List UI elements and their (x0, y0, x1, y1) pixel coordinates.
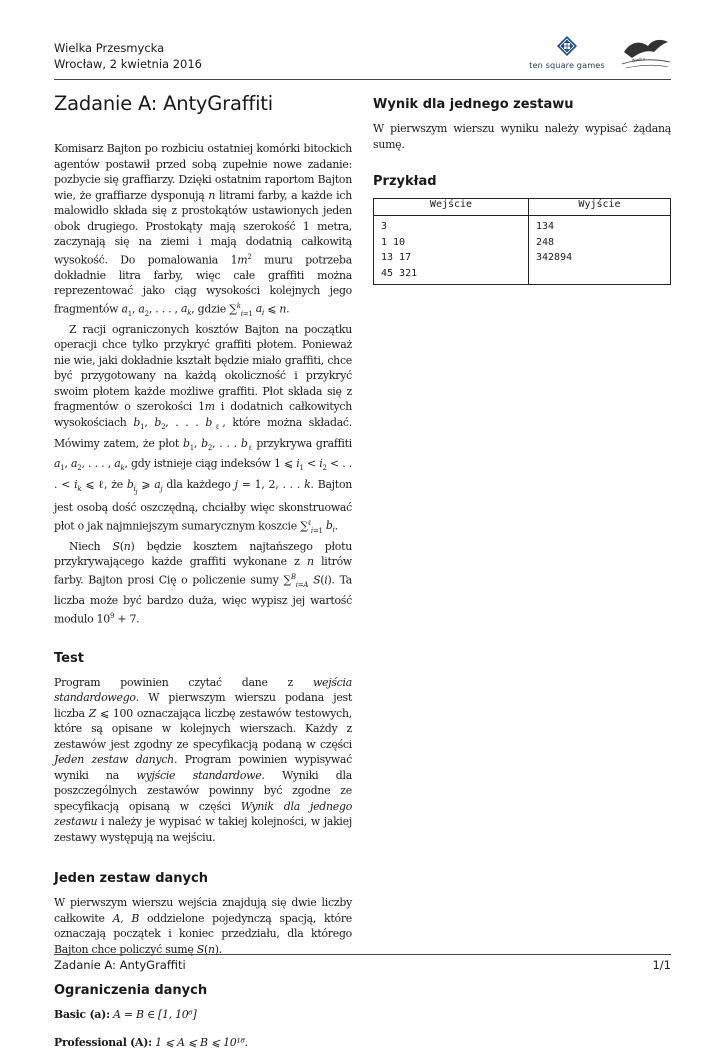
example-input-line: 3 (381, 221, 388, 232)
example-output-line: 134 (536, 221, 555, 232)
limit-basic (54, 1007, 352, 1023)
test-body: Program powinien czytać dane z wejścia standardowego. W pierwszym wierszu podana jest liczba Z ⩽ 100 oznaczająca liczbę zestawów testowych, które są opisane w kolejnych wierszach. Każdy z zestawów jest zgodny ze specyfikacją podaną w części Jeden zestaw danych. Program powinien wypisywać wyniki na wyjście standardowe. Wyniki dla poszczególnych zestawów powinny być zgodne ze specyfikacją opisaną w części Wynik dla jednego zestawu i należy je wypisać w takiej kolejności, w jakiej zestawy występują na wejściu. (54, 675, 353, 844)
ten-square-games-logo (528, 34, 606, 74)
task-title: Zadanie A: AntyGraffiti (54, 92, 273, 115)
example-heading: Przykład (373, 174, 437, 189)
example-input-cell (374, 216, 529, 285)
example-output-header: Wyjście (529, 199, 671, 216)
example-output-line: 248 (536, 236, 555, 248)
example-input-line: 45 321 (381, 267, 418, 279)
limits-heading: Ograniczenia danych (54, 983, 208, 999)
limit-professional-label: Professional (A): (54, 1035, 152, 1049)
example-output-line: 342894 (536, 252, 573, 263)
wielka-przesmycka-logo (618, 34, 672, 70)
input-heading: Jeden zestaw danych (54, 871, 208, 887)
document-header (54, 40, 202, 72)
header-rule (54, 79, 671, 80)
example-output-cell (529, 216, 671, 285)
bird-icon (618, 34, 672, 70)
left-column (54, 92, 352, 1062)
footer-task-name: Zadanie A: AntyGraffiti (54, 958, 186, 972)
organizer-name: Wielka Przesmycka (54, 41, 165, 55)
ten-square-games-label: ten square games (529, 60, 605, 70)
right-column (373, 97, 671, 285)
example-table (373, 198, 671, 285)
test-heading: Test (54, 650, 84, 666)
story-paragraph-3: Niech S(n) będzie kosztem najtańszego płotu przykrywającego każde graffiti wykonane z n litrów farby. Bajton prosi Cię o policzenie sumy ∑$^B_{i=A}$ S(i). Ta liczba może być bardzo duża, więc wypisz jej wartość modulo $10^9 + 7$. (54, 539, 352, 626)
limit-basic-label: Basic (a): (54, 1008, 110, 1022)
limits-list (54, 1007, 352, 1050)
limit-professional-value: 1 ⩽ A ⩽ B ⩽ 10¹⁸. (155, 1035, 248, 1049)
story-paragraph-1: Komisarz Bajton po rozbiciu ostatniej komórki bitockich agentów postawił przed sobą zupełnie nowe zadanie: pozbycie się graffiarzy. Dzięki ostatnim raportom Bajton wie, że graffiarze dysponują n litrami farby, a każde ich malowidło składa się z prostokątów ustawionych jeden obok drugiego. Prostokąty mają szerokość 1 metra, zaczynają się na ziemi i mają dodatnią całkowitą wysokość. Do pomalowania $1m^2$ muru potrzeba dokładnie litra farby, więc całe graffiti można reprezentować jako ciąg wysokości kolejnych jego fragmentów $a_1$, $a_2$, . . . , $a_k$, gdzie ∑$^k_{i=1}$ $a_i$ ⩽ n. (54, 142, 352, 318)
contest-date: Wrocław, 2 kwietnia 2016 (54, 57, 202, 71)
example-input-line: 13 17 (381, 252, 412, 263)
input-body: W pierwszym wierszu wejścia znajdują się dwie liczby całkowite A, B oddzielone pojedynczą spacją, które oznaczają początek i koniec przedziału, dla którego Bajton chce policzyć sumę S(n). (54, 896, 352, 956)
story-paragraph-2: Z racji ograniczonych kosztów Bajton na początku operacji chce tylko przykryć graffiti płotem. Ponieważ nie wie, jaki dokładnie kształt będzie miało graffiti, chce być przygotowany na każdą okoliczność i przykryć swoim płotem każde możliwe graffiti. Płot składa się z fragmentów o szerokości 1m i dodatnich całkowitych wysokościach $b_1$, $b_2$, . . . $b_\ell$, które można składać. Mówimy zatem, że płot $b_1$, $b_2$, . . . $b_\ell$ przykrywa graffiti $a_1$, $a_2$, . . . , $a_k$, gdy istnieje ciąg indeksów 1 ⩽ $i_1 < i_2$ < . . . < $i_k$ ⩽ ℓ, że $b_{i_j}$ ⩾ $a_j$ dla każdego j = 1, 2, . . . k. Bajton jest osobą dość oszczędną, chciałby więc skonstruować płot o jak najmniejszym sumarycznym koszcie ∑$^\ell_{i=1}$ $b_i$. (54, 322, 353, 535)
svg-text:Wielka: Wielka (631, 56, 646, 63)
page-number: 1/1 (652, 958, 671, 972)
limit-professional (54, 1035, 352, 1051)
footer-rule (54, 954, 671, 955)
example-input-line: 1 10 (381, 236, 406, 248)
output-body: W pierwszym wierszu wyniku należy wypisać żądaną sumę. (373, 122, 671, 151)
limit-basic-value: A = B ∈ [1, 10⁶] (113, 1008, 197, 1022)
example-input-header: Wejście (374, 199, 529, 216)
output-heading: Wynik dla jednego zestawu (373, 97, 574, 112)
diamond-icon (557, 36, 577, 56)
